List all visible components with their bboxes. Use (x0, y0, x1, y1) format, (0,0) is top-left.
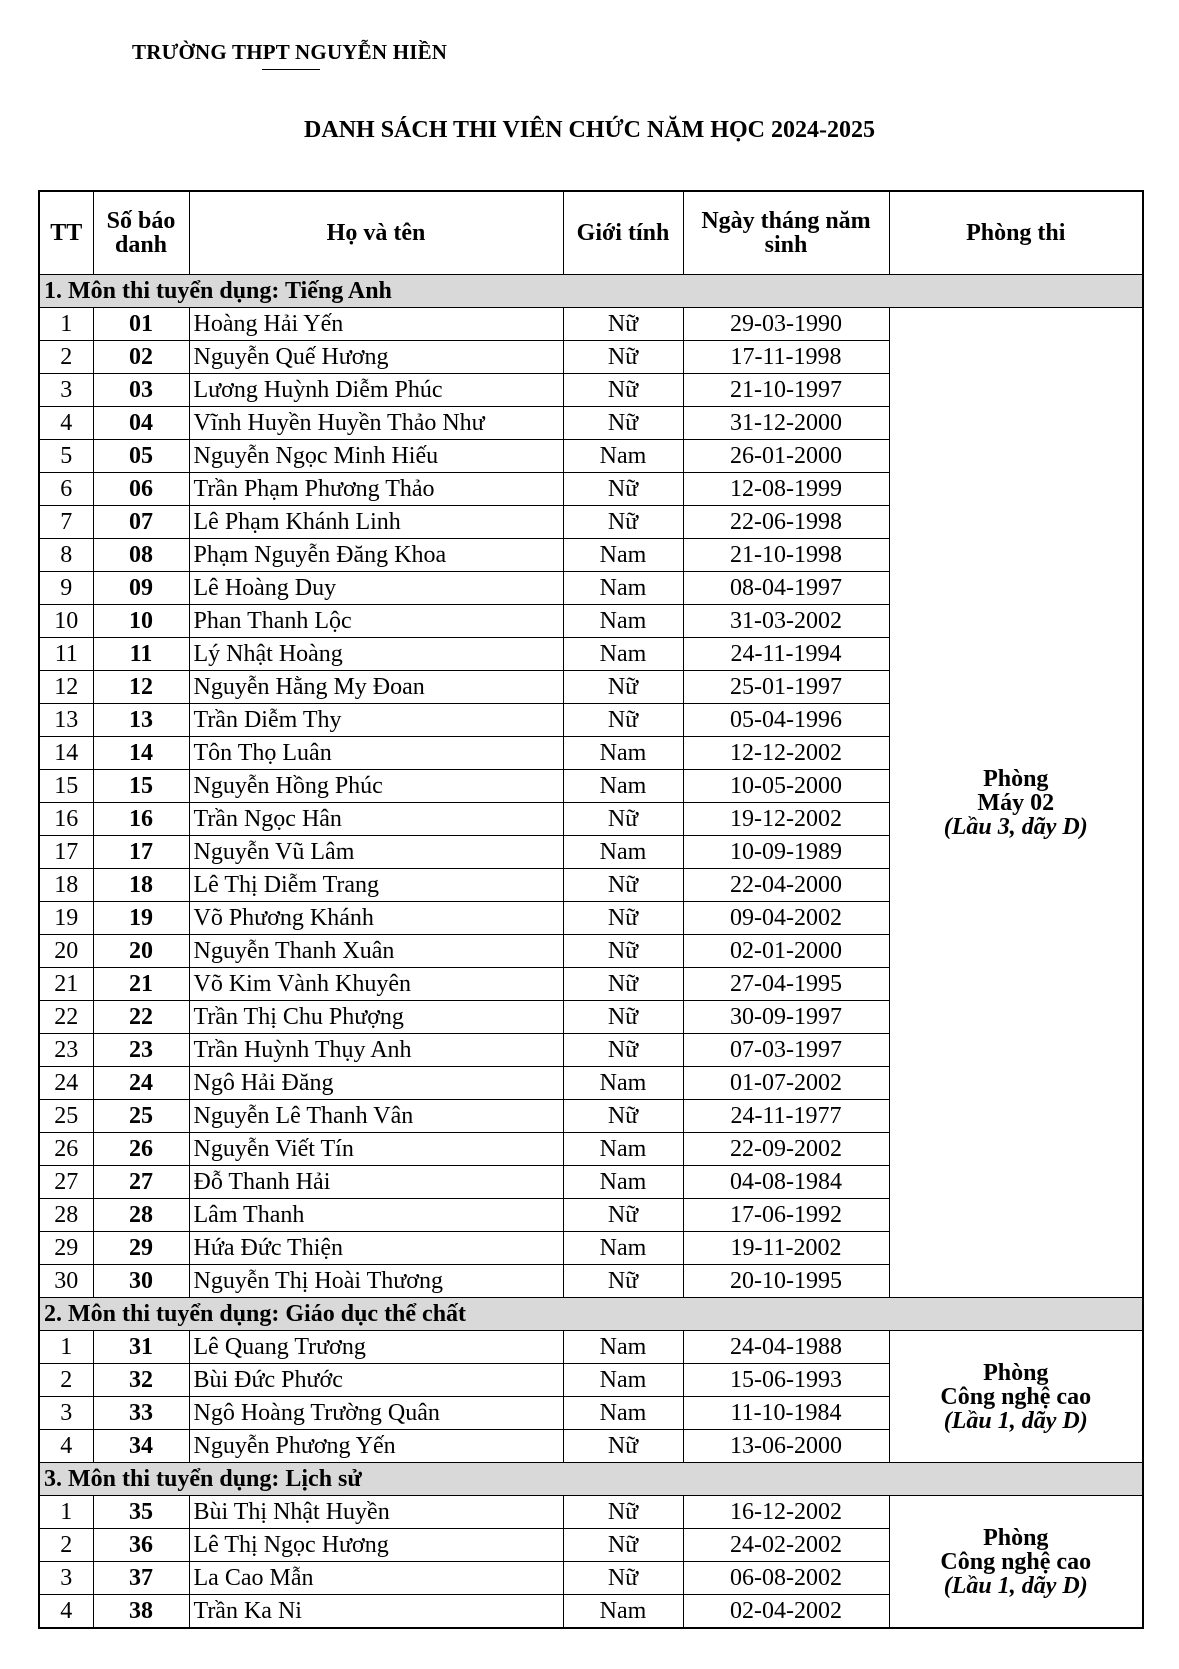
cell-dob: 16-12-2002 (683, 1496, 889, 1529)
cell-tt: 2 (39, 1529, 93, 1562)
cell-tt: 3 (39, 1562, 93, 1595)
cell-tt: 6 (39, 473, 93, 506)
section-title: 1. Môn thi tuyển dụng: Tiếng Anh (39, 275, 1143, 308)
cell-sbd: 27 (93, 1166, 189, 1199)
cell-dob: 09-04-2002 (683, 902, 889, 935)
cell-tt: 3 (39, 1397, 93, 1430)
cell-dob: 31-03-2002 (683, 605, 889, 638)
cell-gender: Nữ (563, 869, 683, 902)
cell-sbd: 13 (93, 704, 189, 737)
cell-gender: Nam (563, 836, 683, 869)
cell-gender: Nam (563, 539, 683, 572)
room-name: Máy 02 (977, 789, 1055, 816)
cell-gender: Nữ (563, 1562, 683, 1595)
cell-sbd: 08 (93, 539, 189, 572)
cell-tt: 29 (39, 1232, 93, 1265)
cell-dob: 08-04-1997 (683, 572, 889, 605)
cell-name: Nguyễn Vũ Lâm (189, 836, 563, 869)
cell-dob: 22-04-2000 (683, 869, 889, 902)
cell-gender: Nam (563, 1232, 683, 1265)
cell-gender: Nam (563, 1364, 683, 1397)
table-row (39, 1331, 1143, 1364)
col-header-gioi-tinh: Giới tính (563, 191, 683, 275)
cell-sbd: 35 (93, 1496, 189, 1529)
cell-name: Trần Phạm Phương Thảo (189, 473, 563, 506)
exam-room-cell (889, 308, 1143, 1298)
cell-gender: Nam (563, 1166, 683, 1199)
cell-sbd: 01 (93, 308, 189, 341)
cell-sbd: 04 (93, 407, 189, 440)
cell-gender: Nam (563, 638, 683, 671)
cell-tt: 18 (39, 869, 93, 902)
cell-gender: Nam (563, 572, 683, 605)
cell-name: Vĩnh Huyền Huyền Thảo Như (189, 407, 563, 440)
cell-name: Nguyễn Thanh Xuân (189, 935, 563, 968)
col-header-so-bao-danh: Số báo danh (93, 191, 189, 275)
cell-dob: 31-12-2000 (683, 407, 889, 440)
cell-name: Hứa Đức Thiện (189, 1232, 563, 1265)
cell-tt: 3 (39, 374, 93, 407)
cell-tt: 13 (39, 704, 93, 737)
cell-sbd: 34 (93, 1430, 189, 1463)
cell-tt: 21 (39, 968, 93, 1001)
cell-dob: 24-02-2002 (683, 1529, 889, 1562)
section-header-row (39, 1463, 1143, 1496)
cell-tt: 24 (39, 1067, 93, 1100)
cell-tt: 4 (39, 1595, 93, 1629)
cell-gender: Nữ (563, 704, 683, 737)
cell-gender: Nữ (563, 1100, 683, 1133)
cell-name: Trần Thị Chu Phượng (189, 1001, 563, 1034)
cell-tt: 15 (39, 770, 93, 803)
cell-dob: 24-04-1988 (683, 1331, 889, 1364)
cell-tt: 25 (39, 1100, 93, 1133)
cell-tt: 28 (39, 1199, 93, 1232)
cell-tt: 20 (39, 935, 93, 968)
cell-dob: 05-04-1996 (683, 704, 889, 737)
cell-name: Trần Ka Ni (189, 1595, 563, 1629)
cell-gender: Nữ (563, 473, 683, 506)
cell-tt: 11 (39, 638, 93, 671)
cell-gender: Nữ (563, 308, 683, 341)
document-title: DANH SÁCH THI VIÊN CHỨC NĂM HỌC 2024-2025 (304, 117, 875, 143)
cell-tt: 30 (39, 1265, 93, 1298)
school-name: TRƯỜNG THPT NGUYỄN HIỀN (132, 40, 448, 64)
cell-name: Nguyễn Thị Hoài Thương (189, 1265, 563, 1298)
cell-gender: Nữ (563, 1199, 683, 1232)
cell-sbd: 18 (93, 869, 189, 902)
room-location: (Lầu 3, dãy D) (943, 813, 1088, 840)
cell-name: Lý Nhật Hoàng (189, 638, 563, 671)
cell-dob: 11-10-1984 (683, 1397, 889, 1430)
cell-gender: Nữ (563, 374, 683, 407)
cell-tt: 1 (39, 1496, 93, 1529)
col-header-phong-thi: Phòng thi (889, 191, 1143, 275)
cell-sbd: 33 (93, 1397, 189, 1430)
cell-dob: 19-11-2002 (683, 1232, 889, 1265)
cell-name: Ngô Hải Đăng (189, 1067, 563, 1100)
cell-sbd: 26 (93, 1133, 189, 1166)
cell-name: Trần Huỳnh Thụy Anh (189, 1034, 563, 1067)
room-location: (Lầu 1, dãy D) (943, 1572, 1088, 1599)
cell-dob: 21-10-1997 (683, 374, 889, 407)
cell-sbd: 11 (93, 638, 189, 671)
cell-gender: Nam (563, 737, 683, 770)
cell-gender: Nam (563, 1067, 683, 1100)
cell-gender: Nữ (563, 902, 683, 935)
table-header-row (39, 191, 1143, 275)
cell-tt: 7 (39, 506, 93, 539)
cell-tt: 5 (39, 440, 93, 473)
cell-sbd: 03 (93, 374, 189, 407)
cell-name: Lê Thị Diễm Trang (189, 869, 563, 902)
cell-name: Phan Thanh Lộc (189, 605, 563, 638)
cell-sbd: 30 (93, 1265, 189, 1298)
cell-dob: 12-12-2002 (683, 737, 889, 770)
cell-sbd: 09 (93, 572, 189, 605)
cell-gender: Nữ (563, 1430, 683, 1463)
cell-dob: 24-11-1977 (683, 1100, 889, 1133)
cell-dob: 29-03-1990 (683, 308, 889, 341)
cell-name: La Cao Mẫn (189, 1562, 563, 1595)
cell-tt: 1 (39, 1331, 93, 1364)
cell-sbd: 10 (93, 605, 189, 638)
cell-sbd: 17 (93, 836, 189, 869)
cell-tt: 1 (39, 308, 93, 341)
table-row (39, 308, 1143, 341)
cell-dob: 15-06-1993 (683, 1364, 889, 1397)
cell-dob: 04-08-1984 (683, 1166, 889, 1199)
cell-dob: 13-06-2000 (683, 1430, 889, 1463)
cell-gender: Nữ (563, 1265, 683, 1298)
cell-name: Tôn Thọ Luân (189, 737, 563, 770)
cell-tt: 2 (39, 341, 93, 374)
cell-gender: Nữ (563, 1496, 683, 1529)
cell-sbd: 06 (93, 473, 189, 506)
cell-tt: 16 (39, 803, 93, 836)
cell-sbd: 14 (93, 737, 189, 770)
cell-dob: 12-08-1999 (683, 473, 889, 506)
cell-gender: Nữ (563, 1529, 683, 1562)
cell-name: Lê Quang Trương (189, 1331, 563, 1364)
cell-name: Nguyễn Lê Thanh Vân (189, 1100, 563, 1133)
cell-name: Lương Huỳnh Diễm Phúc (189, 374, 563, 407)
cell-sbd: 38 (93, 1595, 189, 1629)
cell-sbd: 12 (93, 671, 189, 704)
cell-gender: Nam (563, 1133, 683, 1166)
cell-name: Lê Phạm Khánh Linh (189, 506, 563, 539)
section-title: 2. Môn thi tuyển dụng: Giáo dục thể chất (39, 1298, 1143, 1331)
cell-dob: 22-06-1998 (683, 506, 889, 539)
cell-sbd: 28 (93, 1199, 189, 1232)
cell-dob: 10-09-1989 (683, 836, 889, 869)
col-header-ho-va-ten: Họ và tên (189, 191, 563, 275)
room-label: Phòng (983, 765, 1049, 792)
cell-dob: 25-01-1997 (683, 671, 889, 704)
cell-sbd: 25 (93, 1100, 189, 1133)
cell-name: Lâm Thanh (189, 1199, 563, 1232)
cell-dob: 24-11-1994 (683, 638, 889, 671)
room-name: Công nghệ cao (940, 1548, 1092, 1575)
cell-name: Đỗ Thanh Hải (189, 1166, 563, 1199)
cell-name: Hoàng Hải Yến (189, 308, 563, 341)
cell-name: Bùi Đức Phước (189, 1364, 563, 1397)
cell-tt: 27 (39, 1166, 93, 1199)
cell-name: Bùi Thị Nhật Huyền (189, 1496, 563, 1529)
cell-dob: 17-11-1998 (683, 341, 889, 374)
cell-name: Ngô Hoàng Trường Quân (189, 1397, 563, 1430)
cell-dob: 26-01-2000 (683, 440, 889, 473)
cell-tt: 4 (39, 1430, 93, 1463)
cell-gender: Nam (563, 1331, 683, 1364)
cell-name: Nguyễn Hằng My Đoan (189, 671, 563, 704)
cell-gender: Nữ (563, 671, 683, 704)
cell-tt: 17 (39, 836, 93, 869)
cell-tt: 8 (39, 539, 93, 572)
cell-name: Nguyễn Phương Yến (189, 1430, 563, 1463)
cell-name: Trần Ngọc Hân (189, 803, 563, 836)
table-body (39, 275, 1143, 1629)
cell-gender: Nam (563, 770, 683, 803)
cell-dob: 02-01-2000 (683, 935, 889, 968)
table-row (39, 1496, 1143, 1529)
cell-sbd: 37 (93, 1562, 189, 1595)
school-underline (262, 69, 320, 70)
cell-gender: Nam (563, 605, 683, 638)
col-header-tt: TT (39, 191, 93, 275)
cell-gender: Nữ (563, 506, 683, 539)
cell-name: Nguyễn Ngọc Minh Hiếu (189, 440, 563, 473)
cell-gender: Nam (563, 440, 683, 473)
cell-tt: 10 (39, 605, 93, 638)
cell-name: Lê Thị Ngọc Hương (189, 1529, 563, 1562)
candidate-table (38, 190, 1144, 1629)
cell-sbd: 20 (93, 935, 189, 968)
cell-name: Phạm Nguyễn Đăng Khoa (189, 539, 563, 572)
cell-name: Nguyễn Viết Tín (189, 1133, 563, 1166)
cell-dob: 30-09-1997 (683, 1001, 889, 1034)
cell-gender: Nữ (563, 407, 683, 440)
cell-sbd: 36 (93, 1529, 189, 1562)
cell-tt: 4 (39, 407, 93, 440)
cell-sbd: 07 (93, 506, 189, 539)
cell-gender: Nữ (563, 341, 683, 374)
cell-name: Nguyễn Hồng Phúc (189, 770, 563, 803)
section-header-row (39, 275, 1143, 308)
cell-name: Võ Phương Khánh (189, 902, 563, 935)
col-header-ngay-sinh: Ngày tháng năm sinh (683, 191, 889, 275)
cell-sbd: 21 (93, 968, 189, 1001)
room-location: (Lầu 1, dãy D) (943, 1407, 1088, 1434)
cell-tt: 9 (39, 572, 93, 605)
cell-gender: Nữ (563, 1001, 683, 1034)
cell-gender: Nam (563, 1397, 683, 1430)
cell-tt: 2 (39, 1364, 93, 1397)
cell-name: Võ Kim Vành Khuyên (189, 968, 563, 1001)
room-name: Công nghệ cao (940, 1383, 1092, 1410)
cell-sbd: 15 (93, 770, 189, 803)
cell-name: Lê Hoàng Duy (189, 572, 563, 605)
cell-sbd: 19 (93, 902, 189, 935)
cell-dob: 21-10-1998 (683, 539, 889, 572)
cell-sbd: 24 (93, 1067, 189, 1100)
cell-sbd: 16 (93, 803, 189, 836)
cell-sbd: 02 (93, 341, 189, 374)
cell-sbd: 31 (93, 1331, 189, 1364)
exam-room-cell (889, 1496, 1143, 1629)
cell-dob: 02-04-2002 (683, 1595, 889, 1629)
cell-tt: 22 (39, 1001, 93, 1034)
cell-sbd: 32 (93, 1364, 189, 1397)
cell-gender: Nữ (563, 1034, 683, 1067)
cell-dob: 07-03-1997 (683, 1034, 889, 1067)
section-header-row (39, 1298, 1143, 1331)
cell-sbd: 05 (93, 440, 189, 473)
cell-name: Trần Diễm Thy (189, 704, 563, 737)
cell-gender: Nam (563, 1595, 683, 1629)
cell-dob: 22-09-2002 (683, 1133, 889, 1166)
cell-dob: 06-08-2002 (683, 1562, 889, 1595)
cell-gender: Nữ (563, 803, 683, 836)
cell-sbd: 23 (93, 1034, 189, 1067)
room-label: Phòng (983, 1359, 1049, 1386)
cell-tt: 19 (39, 902, 93, 935)
cell-gender: Nữ (563, 935, 683, 968)
cell-dob: 17-06-1992 (683, 1199, 889, 1232)
cell-tt: 14 (39, 737, 93, 770)
cell-sbd: 29 (93, 1232, 189, 1265)
room-label: Phòng (983, 1524, 1049, 1551)
cell-tt: 23 (39, 1034, 93, 1067)
section-title: 3. Môn thi tuyển dụng: Lịch sử (39, 1463, 1143, 1496)
cell-dob: 10-05-2000 (683, 770, 889, 803)
cell-tt: 26 (39, 1133, 93, 1166)
cell-dob: 27-04-1995 (683, 968, 889, 1001)
cell-sbd: 22 (93, 1001, 189, 1034)
cell-dob: 01-07-2002 (683, 1067, 889, 1100)
cell-name: Nguyễn Quế Hương (189, 341, 563, 374)
cell-tt: 12 (39, 671, 93, 704)
cell-dob: 19-12-2002 (683, 803, 889, 836)
exam-room-cell (889, 1331, 1143, 1463)
cell-dob: 20-10-1995 (683, 1265, 889, 1298)
cell-gender: Nữ (563, 968, 683, 1001)
